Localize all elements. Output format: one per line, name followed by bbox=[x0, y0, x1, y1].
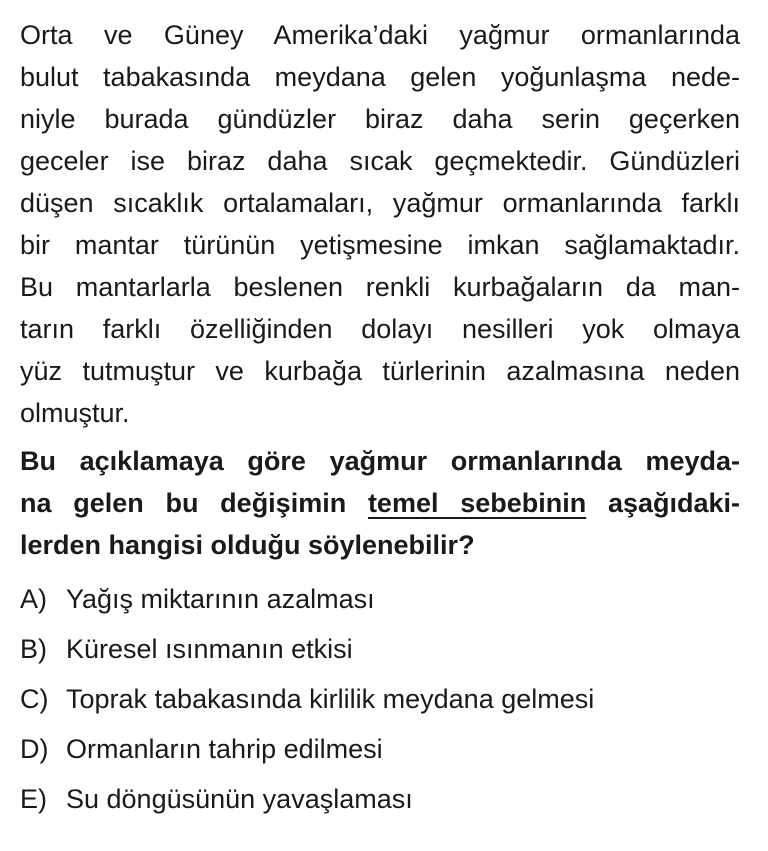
question-line-2 bbox=[20, 482, 740, 524]
option-a[interactable] bbox=[20, 574, 740, 624]
option-text: Su döngüsünün yavaşlaması bbox=[66, 784, 413, 814]
passage-line: bir mantar türünün yetişmesine imkan sağlamaktadır. bbox=[20, 230, 740, 260]
option-d[interactable] bbox=[20, 724, 740, 774]
option-b[interactable] bbox=[20, 624, 740, 674]
underlined-phrase: temel sebebinin bbox=[367, 488, 587, 518]
question-stem bbox=[20, 440, 740, 566]
option-e[interactable] bbox=[20, 774, 740, 824]
passage bbox=[20, 14, 740, 434]
option-c[interactable] bbox=[20, 674, 740, 724]
option-text: Yağış miktarının azalması bbox=[66, 584, 375, 614]
passage-line: Orta ve Güney Amerika’daki yağmur ormanlarında bbox=[20, 20, 740, 50]
option-text: Toprak tabakasında kirlilik meydana gelmesi bbox=[66, 684, 595, 714]
passage-line: tarın farklı özelliğinden dolayı nesilleri yok olmaya bbox=[20, 314, 740, 344]
passage-line: olmuştur. bbox=[20, 398, 130, 428]
option-text: Ormanların tahrip edilmesi bbox=[66, 734, 383, 764]
passage-line: niyle burada gündüzler biraz daha serin geçerken bbox=[20, 104, 740, 134]
option-text: Küresel ısınmanın etkisi bbox=[66, 634, 353, 664]
option-letter: E) bbox=[20, 784, 47, 814]
passage-line: bulut tabakasında meydana gelen yoğunlaşma nede- bbox=[20, 62, 740, 92]
option-letter: A) bbox=[20, 584, 47, 614]
passage-line: yüz tutmuştur ve kurbağa türlerinin azalmasına neden bbox=[20, 356, 740, 386]
passage-line: Bu mantarlarla beslenen renkli kurbağaların da man- bbox=[20, 272, 740, 302]
question-text: na gelen bu değişimin bbox=[20, 488, 368, 518]
question-text: aşağıdaki- bbox=[586, 488, 741, 518]
answer-options bbox=[20, 574, 740, 824]
passage-line: düşen sıcaklık ortalamaları, yağmur ormanlarında farklı bbox=[20, 188, 740, 218]
question-line-1: Bu açıklamaya göre yağmur ormanlarında meyda- bbox=[20, 446, 740, 476]
option-letter: B) bbox=[20, 634, 47, 664]
passage-line: geceler ise biraz daha sıcak geçmektedir. Gündüzleri bbox=[20, 146, 740, 176]
option-letter: D) bbox=[20, 734, 49, 764]
option-letter: C) bbox=[20, 684, 49, 714]
question-line-3: lerden hangisi olduğu söylenebilir? bbox=[20, 530, 475, 560]
